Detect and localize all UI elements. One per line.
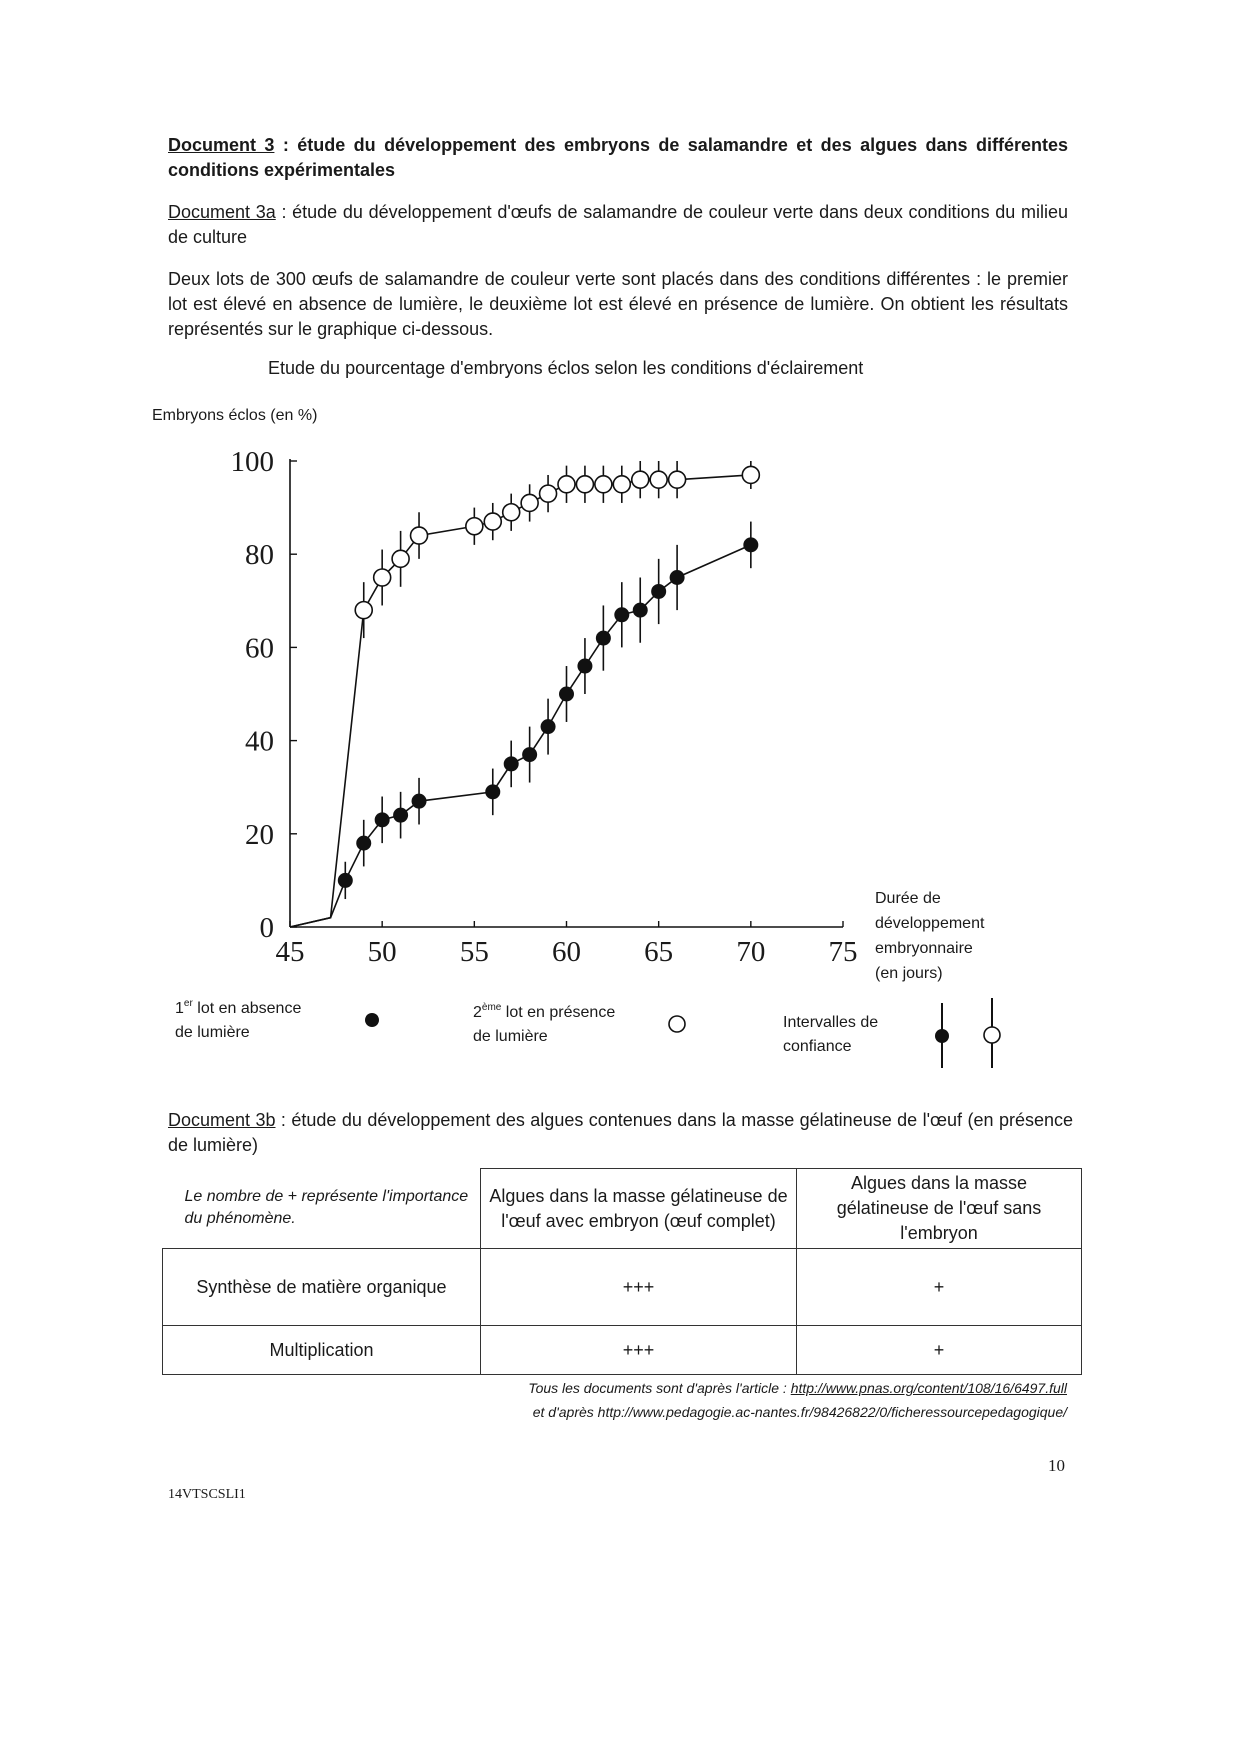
legend-lot1-number: 1: [175, 1000, 184, 1017]
series-marks: [338, 461, 760, 899]
x-tick-label: 75: [828, 936, 858, 968]
legend-lot2-line-1: [473, 1002, 615, 1021]
y-tick-label: 100: [230, 446, 274, 478]
document-3a-label: Document 3a: [168, 202, 276, 222]
data-point-lot2: [632, 471, 649, 488]
cell-value: +: [797, 1249, 1082, 1326]
x-axis-label-line-2: développement: [875, 915, 985, 932]
cell-value: +: [797, 1326, 1082, 1375]
data-point-lot1: [541, 719, 556, 734]
cell-value: +++: [481, 1326, 797, 1375]
data-point-lot2: [392, 550, 409, 567]
x-axis-label-line-4: (en jours): [875, 965, 943, 982]
document-code: 14VTSCSLI1: [168, 1487, 246, 1502]
data-point-lot1: [633, 603, 648, 618]
legend-lot2-line-2: de lumière: [473, 1028, 548, 1045]
source-link-ac-nantes[interactable]: http://www.pedagogie.ac-nantes.fr/98426822/0/ficheressourcepedagogique/: [597, 1404, 1067, 1420]
x-axis-label-line-1: Durée de: [875, 890, 941, 907]
data-point-lot1: [522, 747, 537, 762]
chart-title: Etude du pourcentage d'embryons éclos selon les conditions d'éclairement: [268, 358, 864, 378]
x-tick-label: 45: [275, 936, 305, 968]
x-tick-label: 60: [552, 936, 581, 968]
chart-axes: [231, 446, 858, 968]
series-lot2-line: [290, 475, 751, 927]
data-point-lot1: [412, 794, 427, 809]
source-line-1: [528, 1376, 1067, 1400]
legend-lot1-text: lot en absence: [192, 1000, 302, 1017]
legend-intervals-line-1: Intervalles de: [783, 1014, 879, 1031]
legend-open-marker: [669, 1016, 685, 1032]
data-point-lot1: [651, 584, 666, 599]
data-point-lot2: [669, 471, 686, 488]
legend-lot1-line-1: [175, 998, 301, 1017]
y-tick-label: 20: [245, 818, 274, 851]
data-point-lot2: [650, 471, 667, 488]
data-point-lot1: [485, 784, 500, 799]
legend-filled-marker: [365, 1013, 379, 1027]
data-point-lot2: [411, 527, 428, 544]
series-lines: [290, 475, 751, 927]
column-header-with-embryo: Algues dans la masse gélatineuse de l'œuf avec embryon (œuf complet): [481, 1169, 797, 1249]
x-tick-label: 50: [367, 936, 397, 968]
data-point-lot1: [596, 631, 611, 646]
legend-lot2-sup: ème: [481, 1002, 502, 1013]
legend-interval-filled-marker: [935, 1029, 949, 1043]
x-tick-label: 70: [736, 936, 766, 968]
data-point-lot2: [521, 494, 538, 511]
document-3-heading-text: : étude du développement des embryons de salamandre et des algues dans différentes conditions expérimentales: [168, 135, 1068, 180]
column-header-without-embryo: Algues dans la masse gélatineuse de l'œuf sans l'embryon: [797, 1169, 1082, 1249]
data-point-lot2: [558, 476, 575, 493]
sources-note: [528, 1376, 1067, 1424]
table-note: Le nombre de + représente l'importance du phénomène.: [184, 1188, 469, 1228]
table-row: [163, 1326, 1082, 1375]
y-tick-label: 40: [245, 725, 274, 758]
data-point-lot2: [742, 466, 759, 483]
y-axis-label: Embryons éclos (en %): [152, 407, 318, 424]
data-point-lot2: [355, 602, 372, 619]
document-3b-label: Document 3b: [168, 1110, 276, 1130]
x-axis-label-line-3: embryonnaire: [875, 940, 973, 957]
source-line-1-prefix: Tous les documents sont d'après l'article :: [528, 1380, 791, 1396]
data-point-lot2: [595, 476, 612, 493]
y-tick-label: 0: [259, 912, 274, 944]
data-point-lot1: [393, 808, 408, 823]
legend-intervals-line-2: confiance: [783, 1038, 852, 1055]
x-tick-label: 55: [459, 936, 489, 968]
data-point-lot1: [743, 537, 758, 552]
data-point-lot1: [670, 570, 685, 585]
document-3a-paragraph: Deux lots de 300 œufs de salamandre de couleur verte sont placés dans des conditions différentes : le premier lot est élevé en absence de lumière, le deuxième lot est élevé en présence de lumière. On obtient les résultats représentés sur le graphique ci-dessous.: [168, 269, 1068, 339]
data-point-lot2: [576, 476, 593, 493]
legend-lot1-sup: er: [183, 998, 193, 1009]
page-number: 10: [1048, 1456, 1065, 1475]
data-point-lot2: [484, 513, 501, 530]
data-point-lot2: [466, 518, 483, 535]
table-row: [163, 1249, 1082, 1326]
document-3b-title: [168, 1108, 1073, 1158]
results-table: [162, 1168, 1082, 1375]
data-point-lot2: [540, 485, 557, 502]
source-line-2: [528, 1400, 1067, 1424]
document-3-label: Document 3: [168, 135, 275, 155]
document-3b-heading-text: : étude du développement des algues contenues dans la masse gélatineuse de l'œuf (en présence de lumière): [168, 1110, 1073, 1155]
data-point-lot1: [338, 873, 353, 888]
y-tick-label: 80: [245, 539, 274, 572]
data-point-lot1: [375, 812, 390, 827]
document-3a-heading-text: : étude du développement d'œufs de salamandre de couleur verte dans deux conditions du milieu de culture: [168, 202, 1068, 247]
data-point-lot2: [374, 569, 391, 586]
data-point-lot1: [614, 607, 629, 622]
data-point-lot1: [504, 756, 519, 771]
legend-lot2-text: lot en présence: [501, 1004, 616, 1021]
source-line-2-prefix: et d'après: [532, 1404, 598, 1420]
data-point-lot1: [577, 659, 592, 674]
table-header-row: [163, 1169, 1082, 1249]
source-link-pnas[interactable]: http://www.pnas.org/content/108/16/6497.full: [790, 1380, 1067, 1396]
row-label: Synthèse de matière organique: [163, 1249, 481, 1326]
data-point-lot2: [503, 504, 520, 521]
row-label: Multiplication: [163, 1326, 481, 1375]
data-point-lot1: [356, 836, 371, 851]
legend-lot1-line-2: de lumière: [175, 1024, 250, 1041]
legend-interval-open-marker: [984, 1027, 1000, 1043]
cell-value: +++: [481, 1249, 797, 1326]
y-tick-label: 60: [245, 632, 274, 665]
data-point-lot2: [613, 476, 630, 493]
legend-lot2-number: 2: [473, 1004, 482, 1021]
x-tick-label: 65: [644, 936, 674, 968]
data-point-lot1: [559, 687, 574, 702]
